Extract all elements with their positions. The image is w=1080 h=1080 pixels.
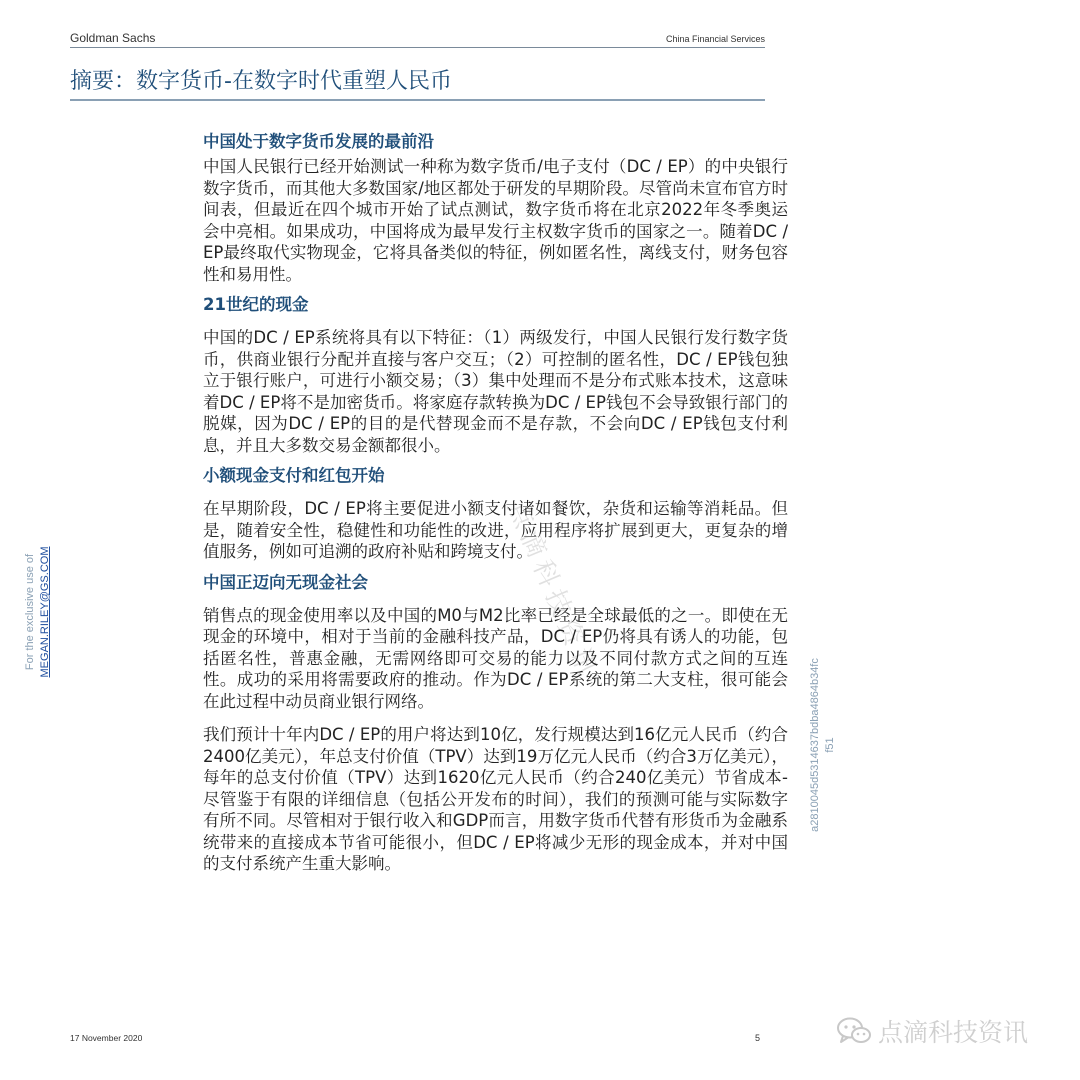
page-title: 摘要：数字货币-在数字时代重塑人民币 <box>70 69 452 94</box>
exclusive-use-notice <box>23 547 53 678</box>
section-heading: 中国正迈向无现金社会 <box>203 572 368 592</box>
footer-date: 17 November 2020 <box>70 1033 143 1043</box>
section-paragraph: 销售点的现金使用率以及中国的M0与M2比率已经是全球最低的之一。即使在无现金的环境中，相对于当前的金融科技产品，DC / EP仍将具有诱人的功能，包括匿名性，普惠金融，无需网络即可交易的能力以及不同付款方式之间的互连性。成功的采用将需要政府的推动。作为DC / EP系统的第二大支柱，很可能会在此过程中动员商业银行网络。 <box>203 605 788 711</box>
section-paragraph: 中国的DC / EP系统将具有以下特征：（1）两级发行，中国人民银行发行数字货币，供商业银行分配并直接与客户交互；（2）可控制的匿名性，DC / EP钱包独立于银行账户，可进行小额交易；（3）集中处理而不是分布式账本技术，这意味着DC / EP将不是加密货币。将家庭存款转换为DC / EP钱包不会导致银行部门的脱媒，因为DC / EP的目的是代替现金而不是存款，不会向DC / EP钱包支付利息，并且大多数交易金额都很小。 <box>203 328 788 455</box>
exclusive-use-label: For the exclusive use of <box>24 553 36 671</box>
brand-name: 点滴科技资讯 <box>878 1018 1029 1047</box>
brand-watermark <box>836 1013 1028 1049</box>
section-heading: 小额现金支付和红包开始 <box>203 466 385 485</box>
wechat-icon <box>836 1016 872 1046</box>
watermark-text: 点滴科技资讯 <box>501 496 605 686</box>
recipient-email-link[interactable]: MEGAN.RILEY@GS.COM <box>39 546 51 678</box>
header-publisher: Goldman Sachs <box>70 31 156 45</box>
section-paragraph: 在早期阶段，DC / EP将主要促进小额支付诸如餐饮，杂货和运输等消耗品。但是，随着安全性，稳健性和功能性的改进，应用程序将扩展到更大，更复杂的增值服务，例如可追溯的政府补贴和跨境支付。 <box>203 499 788 561</box>
document-id-line2: f51 <box>824 737 836 753</box>
header-divider <box>70 47 765 48</box>
section-paragraph: 中国人民银行已经开始测试一种称为数字货币/电子支付（DC / EP）的中央银行数字货币，而其他大多数国家/地区都处于研发的早期阶段。尽管尚未宣布官方时间表，但最近在四个城市开始了试点测试，数字货币将在北京2022年冬季奥运会中亮相。如果成功，中国将成为最早发行主权数字货币的国家之一。随着DC / EP最终取代实物现金，它将具备类似的特征，例如匿名性，离线支付，财务包容性和易用性。 <box>203 157 788 284</box>
section-paragraph: 我们预计十年内DC / EP的用户将达到10亿，发行规模达到16亿元人民币（约合2400亿美元），年总支付价值（TPV）达到19万亿元人民币（约合3万亿美元），每年的总支付价值（TPV）达到1620亿元人民币（约合240亿美元）节省成本-尽管鉴于有限的详细信息（包括公开发布的时间），我们的预测可能与实际数字有所不同。尽管相对于银行收入和GDP而言，用数字货币代替有形货币为金融系统带来的直接成本节省可能很小，但DC / EP将减少无形的现金成本，并对中国的支付系统产生重大影响。 <box>203 725 788 873</box>
document-id-line1: a2810045d5314637bdba4864b34fc <box>809 658 821 832</box>
header-report-series: China Financial Services <box>665 34 765 44</box>
title-divider <box>70 99 765 101</box>
main-content <box>203 130 788 875</box>
section-heading: 21世纪的现金 <box>203 295 309 314</box>
page-number: 5 <box>755 1033 761 1043</box>
section-heading: 中国处于数字货币发展的最前沿 <box>203 132 434 151</box>
document-id-stamp <box>808 658 838 832</box>
